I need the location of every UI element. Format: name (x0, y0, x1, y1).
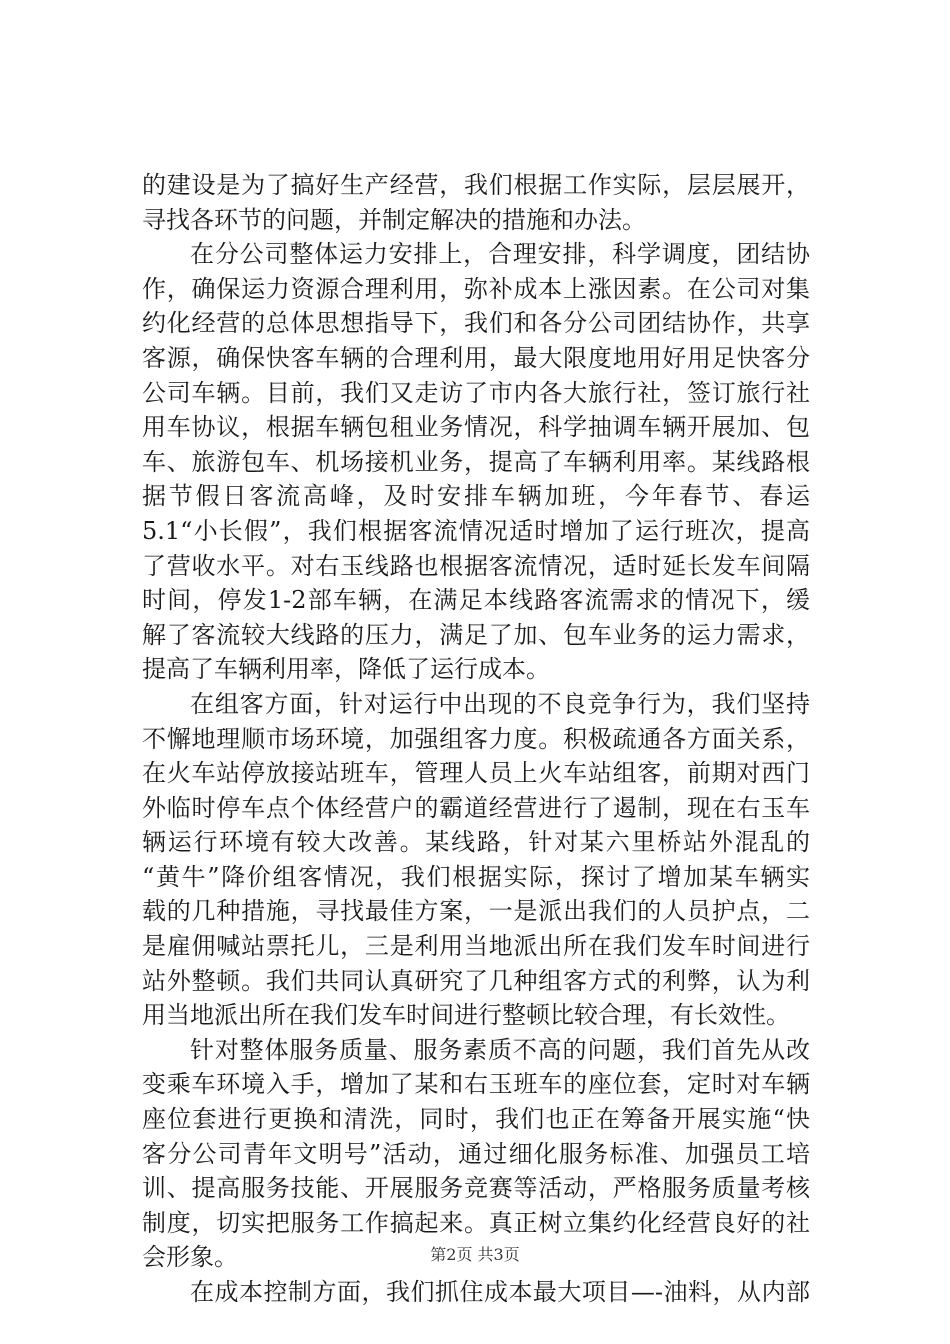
text-line: 在火车站停放接站班车，管理人员上火车站组客，前期对西门 (142, 759, 810, 788)
text-line: 的建设是为了搞好生产经营，我们根据工作实际，层层展开， (142, 171, 810, 199)
text-line: 载的几种措施，寻找最佳方案，一是派出我们的人员护点，二 (142, 897, 810, 926)
text-line: 车、旅游包车、机场接机业务，提高了车辆利用率。某线路根 (142, 447, 810, 476)
text-line: 辆运行环境有较大改善。某线路，针对某六里桥站外混乱的 (142, 828, 810, 857)
text-line: 在分公司整体运力安排上，合理安排，科学调度，团结协 (190, 240, 810, 269)
text-line: 解了客流较大线路的压力，满足了加、包车业务的运力需求， (142, 620, 810, 649)
text-line: 用车协议，根据车辆包租业务情况，科学抽调车辆开展加、包 (142, 413, 810, 442)
document-body (142, 168, 810, 1310)
text-line: 寻找各环节的问题，并制定解决的措施和办法。 (142, 205, 646, 234)
text-line: 5.1“小长假”，我们根据客流情况适时增加了运行班次，提高 (142, 516, 810, 545)
text-line: 外临时停车点个体经营户的霸道经营进行了遏制，现在右玉车 (142, 793, 810, 822)
text-line: 据节假日客流高峰，及时安排车辆加班，今年春节、春运 (142, 482, 810, 511)
text-line: 站外整顿。我们共同认真研究了几种组客方式的利弊，认为利 (142, 966, 810, 995)
text-line: 制度，切实把服务工作搞起来。真正树立集约化经营良好的社 (142, 1208, 810, 1237)
text-line: 不懈地理顺市场环境，加强组客力度。积极疏通各方面关系， (142, 724, 810, 753)
text-line: 提高了车辆利用率，降低了运行成本。 (142, 655, 550, 684)
text-line: 针对整体服务质量、服务素质不高的问题，我们首先从改 (190, 1035, 810, 1064)
text-line: 约化经营的总体思想指导下，我们和各分公司团结协作，共享 (142, 309, 810, 338)
text-line: 座位套进行更换和清洗，同时，我们也正在筹备开展实施“快 (142, 1105, 810, 1134)
text-line: 会形象。 (142, 1243, 238, 1272)
page-footer: 第2页 共3页 (430, 1245, 520, 1264)
text-line: 作，确保运力资源合理利用，弥补成本上涨因素。在公司对集 (142, 274, 810, 303)
text-line: 公司车辆。目前，我们又走访了市内各大旅行社，签订旅行社 (142, 378, 810, 407)
text-line: “黄牛”降价组客情况，我们根据实际，探讨了增加某车辆实 (142, 862, 810, 891)
text-line: 时间，停发1-2部车辆，在满足本线路客流需求的情况下，缓 (142, 586, 810, 615)
text-line: 用当地派出所在我们发车时间进行整顿比较合理，有长效性。 (142, 1001, 790, 1030)
text-line: 训、提高服务技能、开展服务竞赛等活动，严格服务质量考核 (142, 1174, 810, 1203)
text-line: 客分公司青年文明号”活动，通过细化服务标准、加强员工培 (142, 1139, 810, 1168)
text-line: 客源，确保快客车辆的合理利用，最大限度地用好用足快客分 (142, 343, 810, 372)
text-line: 在组客方面，针对运行中出现的不良竞争行为，我们坚持 (190, 689, 810, 718)
text-line: 变乘车环境入手，增加了某和右玉班车的座位套，定时对车辆 (142, 1070, 810, 1099)
text-line: 了营收水平。对右玉线路也根据客流情况，适时延长发车间隔 (142, 551, 810, 580)
text-line: 在成本控制方面，我们抓住成本最大项目—-油料，从内部 (190, 1278, 810, 1306)
text-line: 是雇佣喊站票托儿，三是利用当地派出所在我们发车时间进行 (142, 932, 810, 961)
